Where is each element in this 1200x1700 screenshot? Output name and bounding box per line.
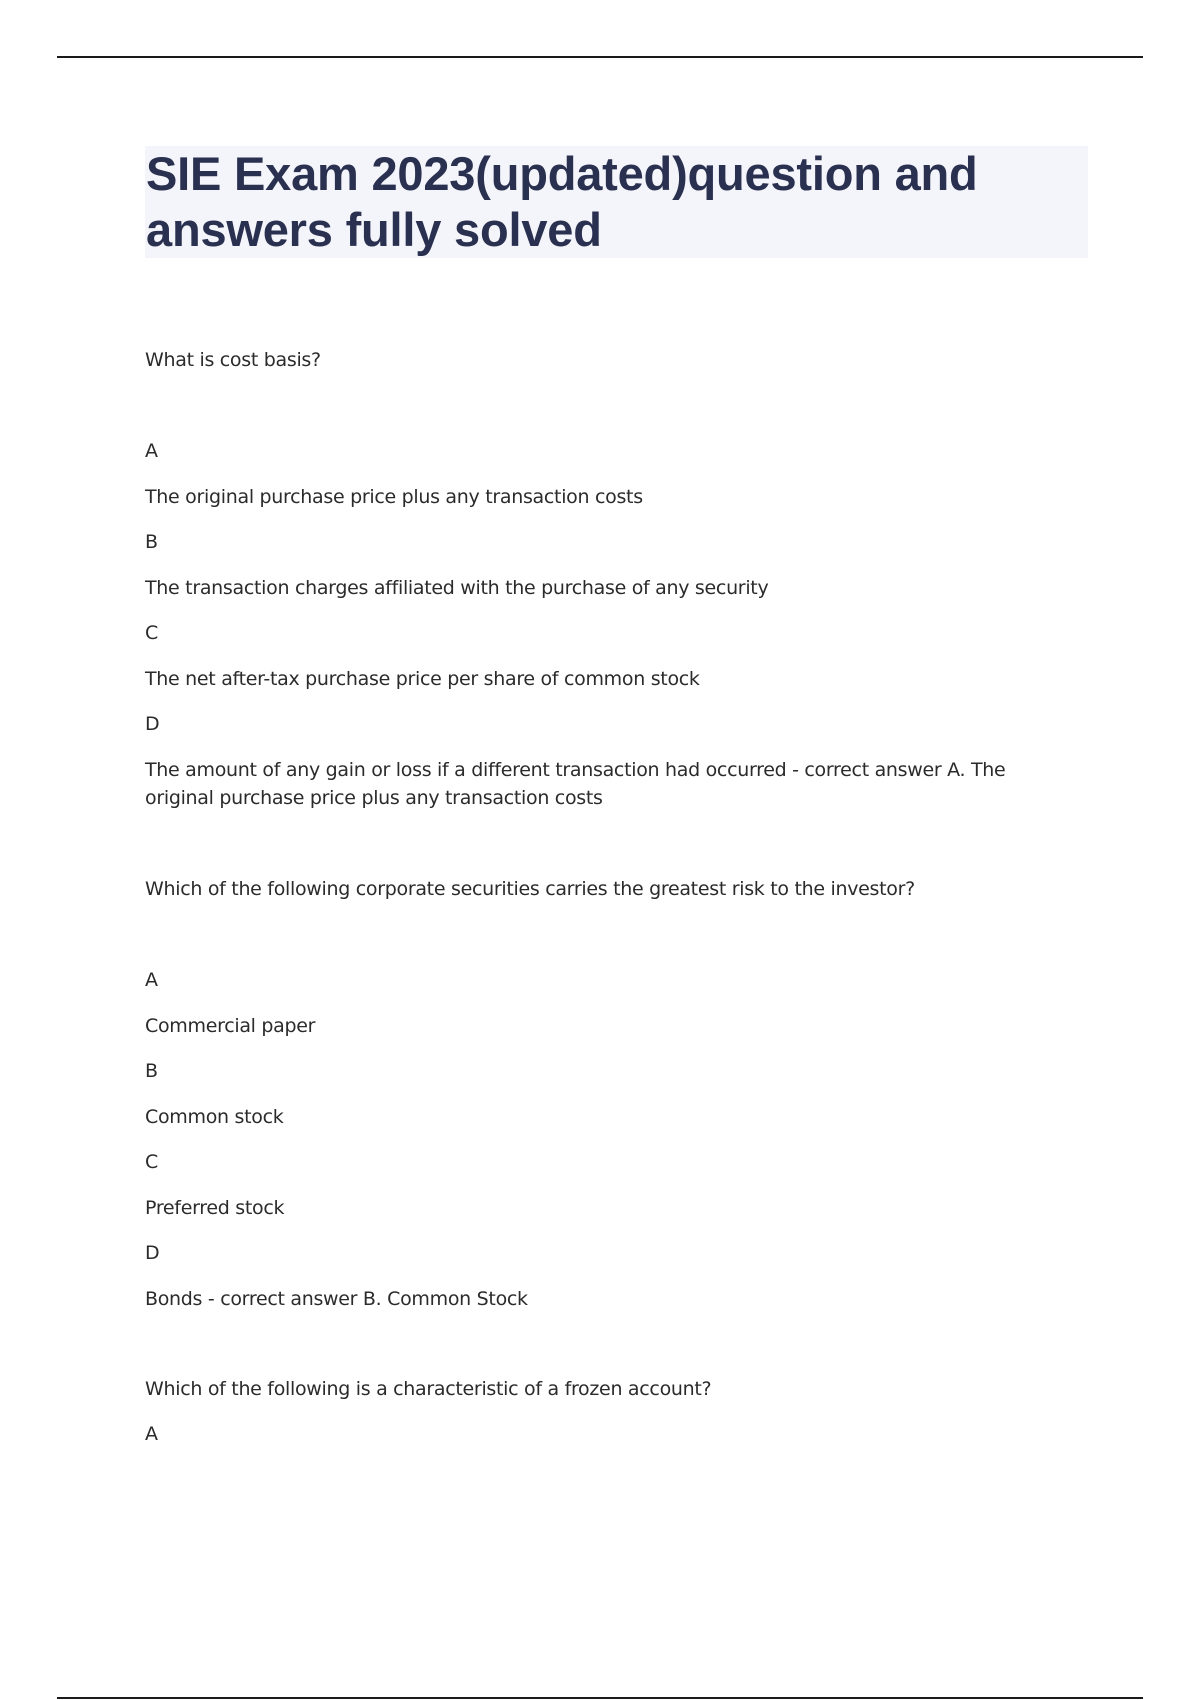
question-2-option-b-letter: B [145,1060,158,1082]
question-1-option-d-text: The amount of any gain or loss if a different transaction had occurred - correct answer A. The original purchase price plus any transaction costs [145,759,1006,809]
question-2-option-d-text: Bonds - correct answer B. Common Stock [145,1288,528,1310]
question-2-option-a-letter: A [145,969,158,991]
question-2-option-c-letter: C [145,1151,158,1173]
question-1-prompt: What is cost basis? [145,349,321,371]
question-1-option-a-text: The original purchase price plus any transaction costs [145,486,643,508]
question-2-option-b-text: Common stock [145,1106,284,1128]
question-1-option-d-letter: D [145,713,160,735]
question-1-option-b-text: The transaction charges affiliated with the purchase of any security [145,577,769,599]
question-1-option-c-letter: C [145,622,158,644]
question-1-option-a-letter: A [145,440,158,462]
bottom-rule [57,1697,1143,1699]
top-rule [57,56,1143,58]
question-2-prompt: Which of the following corporate securities carries the greatest risk to the investor? [145,878,915,900]
title-block [145,146,1088,258]
question-3-option-a-letter: A [145,1423,158,1445]
question-2-option-c-text: Preferred stock [145,1197,285,1219]
question-2-option-d-letter: D [145,1242,160,1264]
question-1-option-c-text: The net after-tax purchase price per share of common stock [145,668,700,690]
question-3-prompt: Which of the following is a characteristic of a frozen account? [145,1378,712,1400]
question-1-option-b-letter: B [145,531,158,553]
question-2-option-a-text: Commercial paper [145,1015,316,1037]
document-title: SIE Exam 2023(updated)question and answers fully solved [146,147,978,256]
